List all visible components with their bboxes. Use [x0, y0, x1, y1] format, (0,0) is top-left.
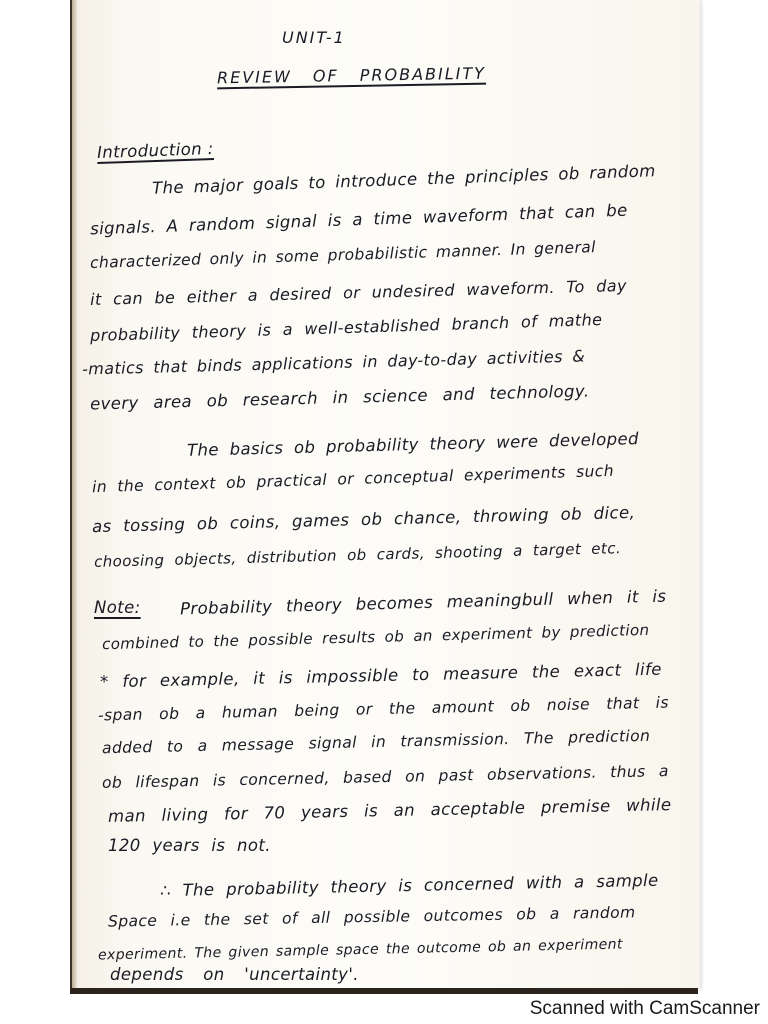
note-line: Probability theory becomes meaningbull when it is: [179, 586, 667, 619]
conclusion-line: ∴ The probability theory is concerned with a sample: [159, 870, 659, 901]
intro-line: it can be either a desired or undesired waveform. To day: [89, 275, 628, 310]
note-line: ob lifespan is concerned, based on past observations. thus a: [101, 762, 669, 792]
note-line: combined to the possible results ob an experiment by prediction: [101, 620, 650, 654]
intro-line: The major goals to introduce the principles ob random: [151, 161, 657, 198]
note-label: Note:: [94, 598, 141, 617]
intro-line: -matics that binds applications in day-to-day activities &: [81, 346, 586, 379]
unit-label: UNIT-1: [282, 28, 346, 47]
notebook-page: [70, 0, 700, 990]
basics-line: choosing objects, distribution ob cards, shooting a target etc.: [93, 539, 622, 571]
conclusion-line: Space i.e the set of all possible outcomes ob a random: [107, 903, 636, 931]
note-line: added to a message signal in transmission. The prediction: [101, 726, 651, 758]
note-line: 120 years is not.: [108, 836, 271, 855]
intro-line: probability theory is a well-established branch of mathe: [89, 309, 603, 346]
intro-line: every area ob research in science and technology.: [89, 381, 590, 414]
conclusion-line: depends on 'uncertainty'.: [110, 965, 359, 984]
intro-line: signals. A random signal is a time waveform that can be: [89, 200, 628, 239]
basics-line: in the context ob practical or conceptual experiments such: [91, 461, 615, 497]
note-line: man living for 70 years is an acceptable premise while: [107, 795, 672, 826]
note-line: * for example, it is impossible to measure the exact life: [99, 659, 662, 692]
conclusion-line: experiment. The given sample space the outcome ob an experiment: [97, 936, 624, 964]
basics-line: The basics ob probability theory were developed: [186, 429, 640, 460]
page-bottom-edge: [70, 988, 698, 994]
basics-line: as tossing ob coins, games ob chance, throwing ob dice,: [91, 502, 636, 537]
introduction-heading: Introduction :: [96, 138, 214, 163]
intro-line: characterized only in some probabilistic manner. In general: [89, 238, 597, 272]
scanner-watermark: Scanned with CamScanner: [529, 998, 760, 1019]
page-title: REVIEW OF PROBABILITY: [216, 63, 487, 88]
note-line: -span ob a human being or the amount ob noise that is: [97, 693, 670, 725]
